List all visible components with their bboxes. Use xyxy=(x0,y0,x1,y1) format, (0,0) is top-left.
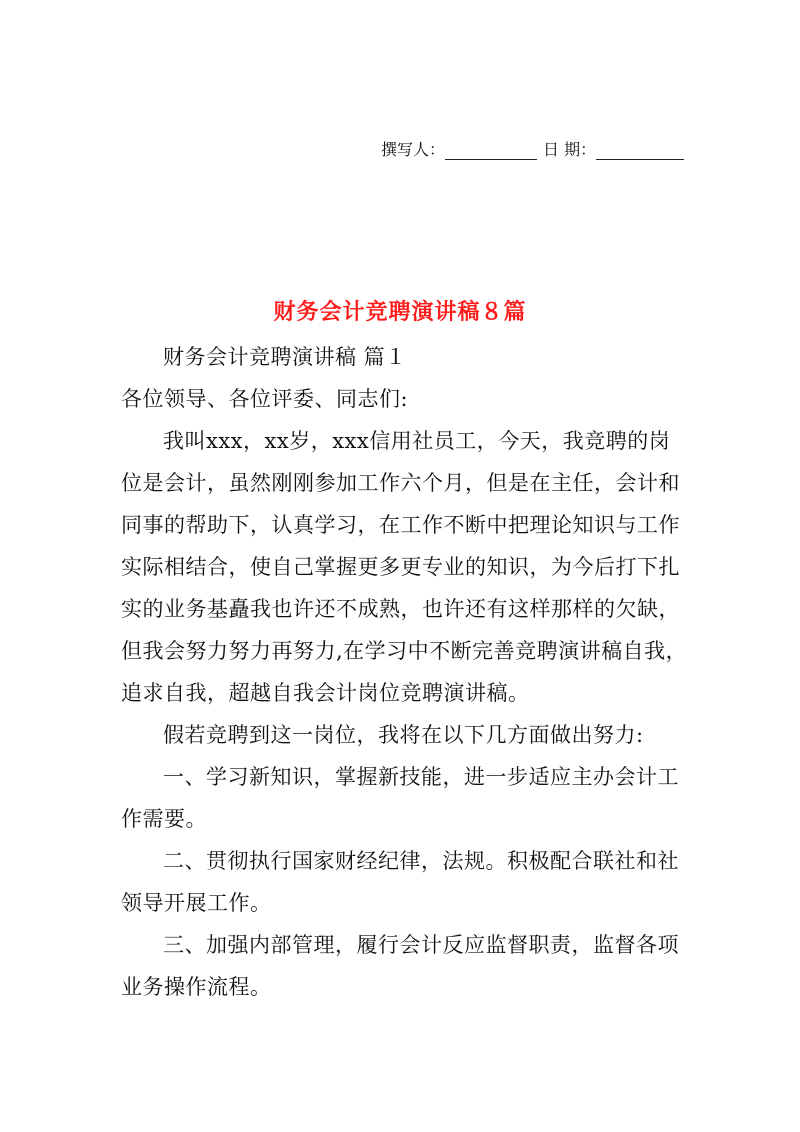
date-label: 日 期： xyxy=(543,140,597,159)
paragraph-line: 同事的帮助下，认真学习，在工作不断中把理论知识与工作 xyxy=(121,513,680,537)
plan-item-line: 二、贯彻执行国家财经纪律，法规。积极配合联社和社 xyxy=(163,849,679,873)
paragraph-line: 位是会计，虽然刚刚参加工作六个月，但是在主任，会计和 xyxy=(121,471,680,495)
paragraph-line: 我叫xxx，xx岁，xxx信用社员工，今天，我竞聘的岗 xyxy=(163,429,671,453)
paragraph-line: 追求自我，超越自我会计岗位竞聘演讲稿。 xyxy=(121,681,530,705)
paragraph-intro xyxy=(121,420,693,714)
paragraph-line: 但我会努力努力再努力,在学习中不断完善竞聘演讲稿自我， xyxy=(121,639,688,663)
paragraph-plan: 假若竞聘到这一岗位，我将在以下几方面做出努力: xyxy=(163,723,644,747)
paragraph-line: 实际相结合，使自己掌握更多更专业的知识，为今后打下扎 xyxy=(121,555,680,579)
plan-item-line: 一、学习新知识，掌握新技能，进一步适应主办会计工 xyxy=(163,765,679,789)
plan-item-line: 三、加强内部管理，履行会计反应监督职责，监督各项 xyxy=(163,933,679,957)
greeting: 各位领导、各位评委、同志们: xyxy=(121,387,409,411)
plan-item-2 xyxy=(121,840,693,924)
subtitle: 财务会计竞聘演讲稿 篇１ xyxy=(163,345,407,369)
paragraph-line: 实的业务基矗我也许还不成熟，也许还有这样那样的欠缺， xyxy=(121,597,680,621)
plan-item-line: 业务操作流程。 xyxy=(121,975,272,999)
plan-item-line: 作需要。 xyxy=(121,807,207,831)
author-label: 撰写人： xyxy=(381,140,446,159)
author-blank-field xyxy=(445,141,537,160)
plan-item-3 xyxy=(121,924,693,1008)
plan-item-line: 领导开展工作。 xyxy=(121,891,272,915)
author-date-line xyxy=(381,136,684,164)
plan-item-1 xyxy=(121,756,693,840)
document-body xyxy=(121,336,693,1008)
document-title: 财务会计竞聘演讲稿８篇 xyxy=(273,299,527,325)
date-blank-field xyxy=(596,141,684,160)
